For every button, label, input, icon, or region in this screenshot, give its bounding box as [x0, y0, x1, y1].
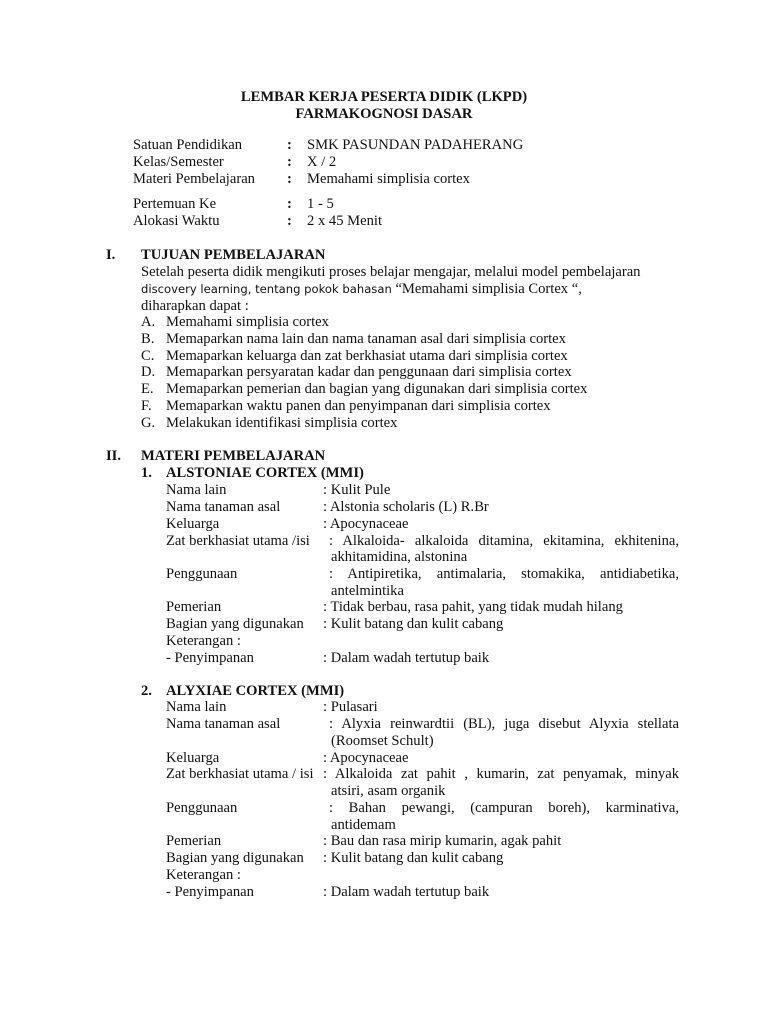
objective-text: Memahami simplisia cortex	[166, 314, 329, 330]
objective-letter: G.	[141, 415, 156, 431]
identity-colon: :	[287, 171, 292, 187]
field-label: Nama lain	[166, 699, 227, 715]
field-label: Keluarga	[166, 516, 220, 532]
objective-text: Memaparkan nama lain dan nama tanaman asal dari simplisia cortex	[166, 331, 566, 347]
objective-text: Memaparkan pemerian dan bagian yang digunakan dari simplisia cortex	[166, 381, 588, 397]
field-label: Nama tanaman asal	[166, 499, 281, 515]
identity-value: 1 - 5	[307, 196, 334, 212]
section-heading: MATERI PEMBELAJARAN	[141, 448, 326, 464]
field-value: : Alkaloida- alkaloida ditamina, ekitamina, ekhitenina,	[329, 533, 679, 549]
field-label: Bagian yang digunakan	[166, 850, 304, 866]
identity-colon: :	[287, 154, 292, 170]
identity-label: Kelas/Semester	[133, 154, 224, 170]
identity-label: Alokasi Waktu	[133, 213, 220, 229]
field-label: - Penyimpanan	[166, 884, 254, 900]
field-label: Penggunaan	[166, 566, 238, 582]
field-value: : Bahan pewangi, (campuran boreh), karminativa,	[329, 800, 679, 816]
section-numeral: I.	[106, 247, 116, 263]
identity-value: SMK PASUNDAN PADAHERANG	[307, 137, 524, 153]
objective-text: Memaparkan keluarga dan zat berkhasiat utama dari simplisia cortex	[166, 348, 568, 364]
field-label: Bagian yang digunakan	[166, 616, 304, 632]
identity-label: Satuan Pendidikan	[133, 137, 243, 153]
field-value: : Apocynaceae	[323, 750, 409, 766]
field-value-continued: (Roomset Schult)	[331, 733, 434, 749]
identity-colon: :	[287, 137, 292, 153]
field-label: Zat berkhasiat utama / isi	[166, 766, 314, 782]
field-label: Pemerian	[166, 599, 222, 615]
field-value: : Tidak berbau, rasa pahit, yang tidak mudah hilang	[323, 599, 623, 615]
field-value: : Kulit batang dan kulit cabang	[323, 850, 504, 866]
identity-label: Pertemuan Ke	[133, 196, 217, 212]
keterangan-label: Keterangan :	[166, 633, 241, 649]
keterangan-label: Keterangan :	[166, 867, 241, 883]
field-value: : Pulasari	[323, 699, 378, 715]
intro-text: diharapkan dapat :	[141, 298, 249, 314]
identity-value: Memahami simplisia cortex	[307, 171, 470, 187]
objective-letter: B.	[141, 331, 155, 347]
item-number: 2.	[141, 683, 152, 699]
field-value: : Apocynaceae	[323, 516, 409, 532]
objective-text: Melakukan identifikasi simplisia cortex	[166, 415, 398, 431]
field-value: : Dalam wadah tertutup baik	[323, 650, 490, 666]
intro-text-rest: “Memahami simplisia Cortex “,	[391, 281, 582, 297]
identity-label: Materi Pembelajaran	[133, 171, 255, 187]
section-numeral: II.	[106, 448, 122, 464]
identity-value: X / 2	[307, 154, 337, 170]
identity-colon: :	[287, 213, 292, 229]
item-number: 1.	[141, 465, 152, 481]
field-label: Penggunaan	[166, 800, 238, 816]
field-label: Nama tanaman asal	[166, 716, 281, 732]
identity-value: 2 x 45 Menit	[307, 213, 382, 229]
objective-letter: C.	[141, 348, 155, 364]
objective-letter: A.	[141, 314, 156, 330]
objective-text: Memaparkan waktu panen dan penyimpanan dari simplisia cortex	[166, 398, 551, 414]
field-value: : Alkaloida zat pahit , kumarin, zat penyamak, minyak	[323, 766, 679, 782]
intro-sans-text: discovery learning, tentang pokok bahasan	[141, 282, 392, 296]
document-title: LEMBAR KERJA PESERTA DIDIK (LKPD)	[240, 89, 528, 105]
field-value: : Kulit Pule	[323, 482, 391, 498]
field-label: Zat berkhasiat utama /isi	[166, 533, 310, 549]
field-label: Nama lain	[166, 482, 227, 498]
field-value: : Kulit batang dan kulit cabang	[323, 616, 504, 632]
item-heading: ALSTONIAE CORTEX (MMI)	[166, 465, 364, 481]
field-label: - Penyimpanan	[166, 650, 254, 666]
objective-letter: F.	[141, 398, 152, 414]
field-value: : Antipiretika, antimalaria, stomakika, antidiabetika,	[329, 566, 679, 582]
objective-letter: D.	[141, 364, 156, 380]
objective-text: Memaparkan persyaratan kadar dan penggunaan dari simplisia cortex	[166, 364, 572, 380]
intro-text	[141, 281, 582, 298]
intro-text: Setelah peserta didik mengikuti proses belajar mengajar, melalui model pembelajaran	[141, 264, 641, 280]
objective-letter: E.	[141, 381, 154, 397]
document-subtitle: FARMAKOGNOSI DASAR	[295, 106, 473, 122]
field-value: : Dalam wadah tertutup baik	[323, 884, 490, 900]
field-value: : Bau dan rasa mirip kumarin, agak pahit	[323, 833, 562, 849]
field-value-continued: akhitamidina, alstonina	[331, 549, 468, 565]
field-value-continued: antidemam	[331, 817, 396, 833]
section-heading: TUJUAN PEMBELAJARAN	[141, 247, 326, 263]
field-value-continued: antelmintika	[331, 583, 404, 599]
item-heading: ALYXIAE CORTEX (MMI)	[166, 683, 345, 699]
field-label: Keluarga	[166, 750, 220, 766]
identity-colon: :	[287, 196, 292, 212]
field-value: : Alstonia scholaris (L) R.Br	[323, 499, 489, 515]
field-value-continued: atsiri, asam organik	[331, 783, 446, 799]
field-value: : Alyxia reinwardtii (BL), juga disebut Alyxia stellata	[329, 716, 679, 732]
field-label: Pemerian	[166, 833, 222, 849]
